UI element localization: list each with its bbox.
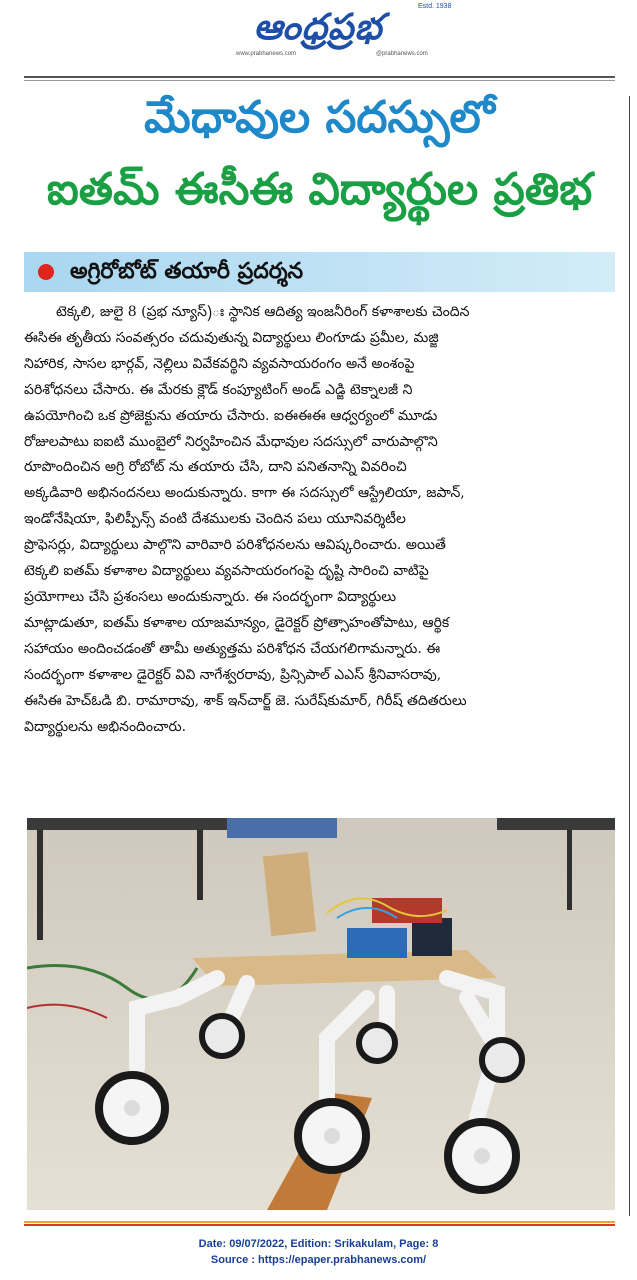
- agri-robot-photo: [27, 818, 615, 1210]
- body-line: పరిశోధనలు చేసారు. ఈ మేరకు క్లౌడ్ కంప్యూటింగ్ అండ్ ఎడ్జి టెక్నాలజీ ని: [24, 381, 413, 398]
- body-line: విద్యార్థులను అభినందించారు.: [24, 718, 187, 735]
- website-right: @prabhanews.com: [376, 51, 428, 57]
- website-left: www.prabhanews.com: [236, 51, 297, 57]
- footer-source: Source : https://epaper.prabhanews.com/: [210, 1254, 427, 1266]
- body-line: ప్రొఫెసర్లు, విద్యార్థులు పాల్గొని వారివారి పరిశోధనలను ఆవిష్కరించారు. అయితే: [24, 537, 446, 554]
- body-line: ఉపయోగించి ఒక ప్రోజెక్టును తయారు చేసారు. ఐఈఈఈ ఆధ్వర్యంలో మూడు: [24, 407, 438, 424]
- headline-line-2: ఐతమ్ ఈసీఈ విద్యార్థుల ప్రతిభ: [46, 164, 593, 215]
- bottom-rule: [24, 1221, 615, 1223]
- body-line: రూపొందించిన అగ్రి రోబోట్ ను తయారు చేసి, దాని పనితనాన్ని వివరించి: [24, 459, 407, 476]
- body-line: సహాయం అందించడంతో తామీ అత్యుత్తమ పరిశోధన చేయగలిగామన్నారు. ఈ: [24, 640, 441, 657]
- masthead: [0, 0, 637, 80]
- article-body: [24, 300, 615, 740]
- column-divider: [629, 96, 630, 1216]
- masthead-rule: [24, 76, 615, 78]
- footer-date-edition: Date: 09/07/2022, Edition: Srikakulam, Page: 8: [198, 1238, 439, 1250]
- body-line: అక్కడివారి అభినందనలు అందుకున్నారు. కాగా ఈ సదస్సులో ఆస్ట్రేలియా, జపాన్,: [24, 485, 465, 502]
- newspaper-logo: ఆంధ్రప్రభ: [253, 6, 383, 48]
- body-line: ఈసిఈ తృతీయ సంవత్సరం చదువుతున్న విద్యార్థులు లింగూడు ప్రమీల, మజ్జి: [24, 329, 439, 346]
- body-line: సందర్భంగా కళాశాల డైరెక్టర్ వివి నాగేశ్వరరావు, ప్రిన్సిపాల్ ఎఎస్ శ్రీనివాసరావు,: [24, 666, 442, 683]
- subheading: అగ్రిరోబోట్ తయారీ ప్రదర్శన: [70, 259, 304, 284]
- body-line: టెక్కలి ఐతమ్ కళాశాల విద్యార్థులు వ్యవసాయరంగంపై దృష్టి సారించి వాటిపై: [24, 563, 429, 580]
- body-line: ఇండోనేషియా, ఫిలిప్పీన్స్ వంటి దేశములకు చెందిన పలు యూనివర్శిటీల: [24, 511, 406, 528]
- headline-line-1: మేధావుల సదస్సులో: [144, 92, 495, 143]
- body-line: ప్రయోగాలు చేసి ప్రశంసలు అందుకున్నారు. ఈ సందర్భంగా విద్యార్థులు: [24, 588, 397, 605]
- body-line: టెక్కలి, జులై 8 (ప్రభ న్యూస్)ః స్థానిక ఆదిత్య ఇంజనీరింగ్ కళాశాలకు చెందిన: [56, 304, 470, 320]
- body-line: ఈసిఈ హెచ్ఓడి బి. రామారావు, శాక్ ఇన్‌చార్జ్ జె. సురేష్‌కుమార్, గిరీష్ తదితరులు: [24, 692, 467, 709]
- body-line: మాట్లాడుతూ, ఐతమ్ కళాశాల యాజమాన్యం, డైరెక్టర్ ప్రోత్సాహంతోపాటు, ఆర్థిక: [24, 614, 450, 631]
- masthead-rule-thin: [24, 80, 615, 81]
- bullet-dot-icon: [38, 264, 54, 280]
- body-line: నిహారిక, సాసల భార్గవ్, నెల్లిలు వివేకవర్థిని వ్యవసాయరంగం అనే అంశంపై: [24, 355, 415, 372]
- established-label: Estd. 1938: [418, 3, 452, 10]
- body-line: రోజులపాటు ఐఐటి ముంబైలో నిర్వహించిన మేధావుల సదస్సులో వారుపాల్గొని: [24, 433, 438, 450]
- bottom-rule-red: [24, 1224, 615, 1226]
